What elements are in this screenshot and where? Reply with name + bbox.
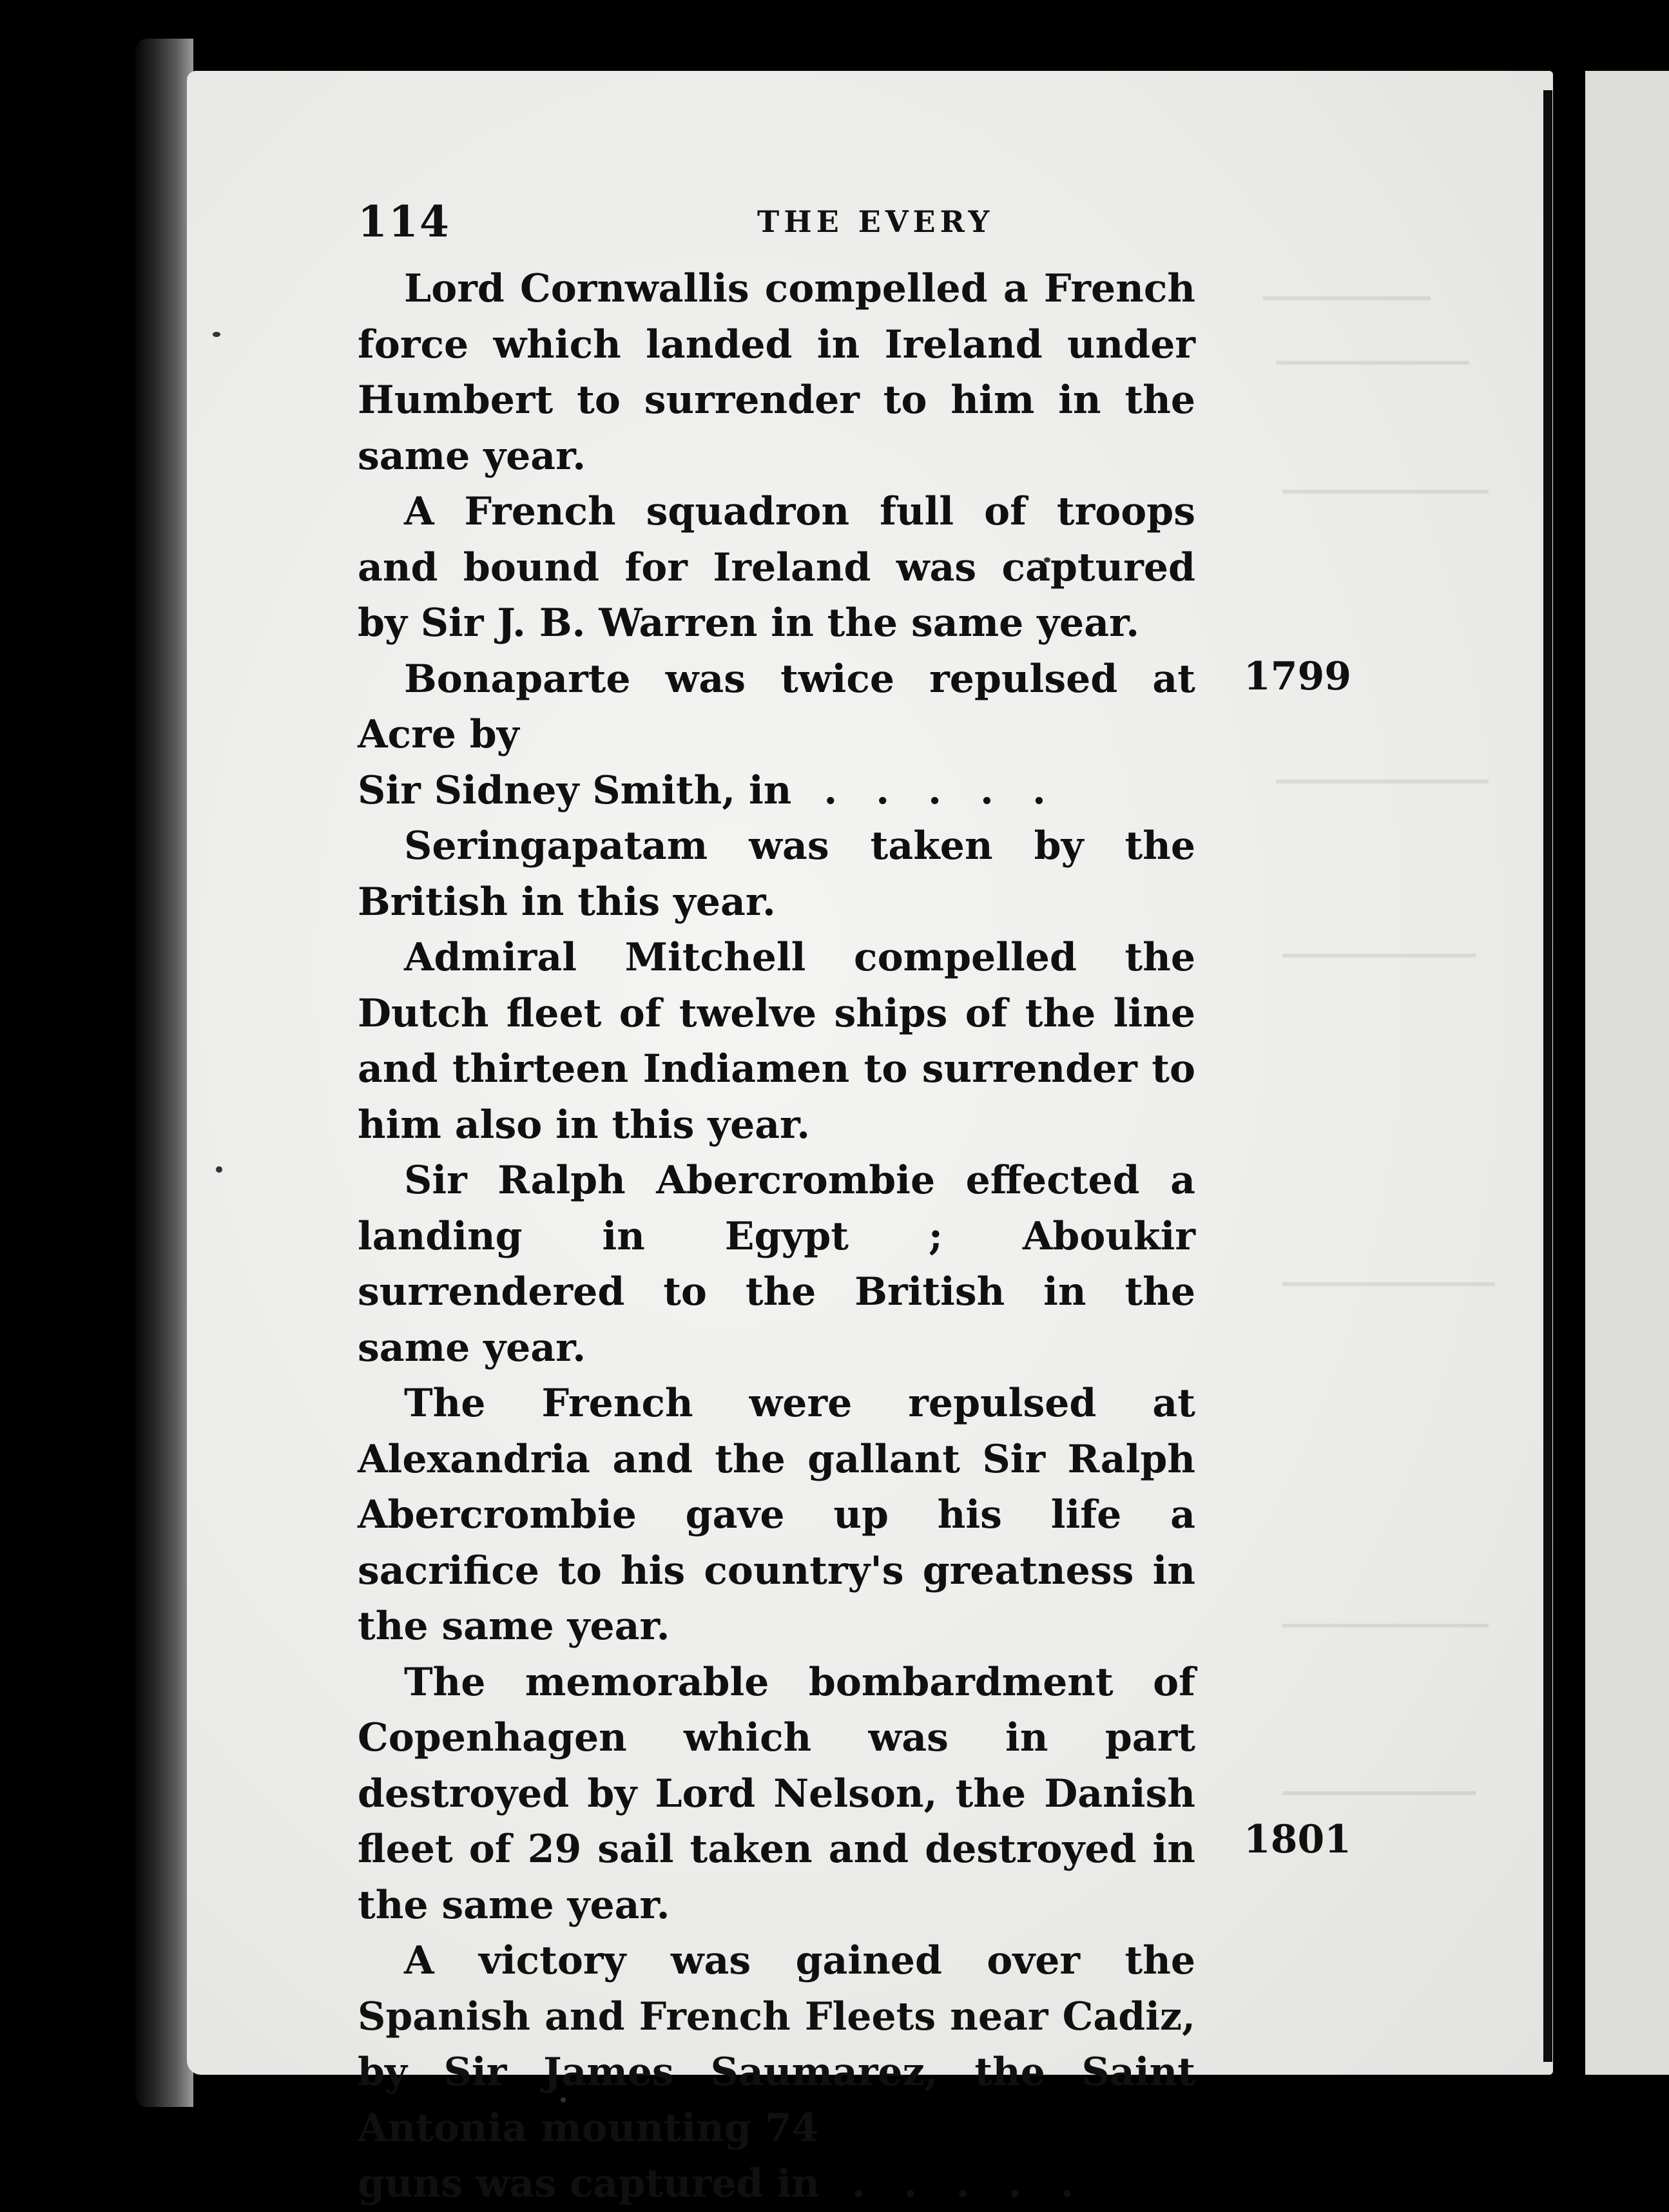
scan-speck [216, 1166, 222, 1173]
paragraph-seringapatam: Seringapatam was taken by the British in this year. [358, 823, 1195, 925]
paragraph-cadiz-last-line [358, 2156, 1195, 2212]
body-text [358, 261, 1195, 2212]
paragraph-alexandria: The French were repulsed at Alexandria and the gallant Sir Ralph Abercrombie gave up his life a sacrifice to his country's greatness in the same year. [358, 1381, 1195, 1649]
paragraph-french-squadron: A French squadron full of troops and bound for Ireland was captured by Sir J. B. Warren in the same year. [358, 489, 1195, 646]
bleed-through-mark [1282, 954, 1476, 957]
bleed-through-mark [1282, 1624, 1489, 1628]
last-line-text: guns was captured in [358, 2161, 820, 2206]
paragraph-mitchell: Admiral Mitchell compelled the Dutch fleet of twelve ships of the line and thirteen Indiamen to surrender to him also in this year. [358, 935, 1195, 1148]
scan-speck [213, 332, 220, 337]
date-1801: 1801 [1244, 1817, 1351, 1862]
dot-leader: ..... [851, 2161, 1113, 2206]
paragraph-cadiz-text: A victory was gained over the Spanish and French Fleets near Cadiz, by Sir James Saumarez, the Saint Antonia mounting 74 [358, 1938, 1195, 2151]
bleed-through-mark [1276, 361, 1469, 365]
running-head: THE EVERY [757, 204, 994, 239]
bleed-through-mark [1276, 780, 1489, 784]
dot-leader: ..... [824, 767, 1085, 813]
page-number: 114 [358, 197, 450, 247]
paragraph-cadiz [358, 1933, 1195, 2212]
bleed-through-mark [1263, 296, 1431, 300]
paragraph-acre [358, 651, 1195, 819]
bleed-through-mark [1282, 490, 1489, 494]
book-spine-shadow [135, 39, 193, 2107]
paragraph-copenhagen: The memorable bombardment of Copenhagen which was in part destroyed by Lord Nelson, the Danish fleet of 29 sail taken and destroyed in the same year. [358, 1659, 1195, 1928]
date-1799: 1799 [1244, 654, 1351, 699]
page-header [351, 197, 1376, 248]
page-gutter-line [1543, 90, 1552, 2062]
paragraph-acre-last-line [358, 763, 1195, 819]
paragraph-abercrombie-egypt: Sir Ralph Abercrombie effected a landing in Egypt ; Aboukir surrendered to the British in the same year. [358, 1158, 1195, 1370]
last-line-text: Sir Sidney Smith, in [358, 767, 792, 813]
facing-page-edge [1585, 71, 1669, 2075]
paragraph-acre-text: Bonaparte was twice repulsed at Acre by [358, 656, 1195, 757]
bleed-through-mark [1282, 1282, 1495, 1286]
bleed-through-mark [1282, 1791, 1476, 1795]
paragraph-cornwallis: Lord Cornwallis compelled a French force which landed in Ireland under Humbert to surrender to him in the same year. [358, 266, 1195, 479]
